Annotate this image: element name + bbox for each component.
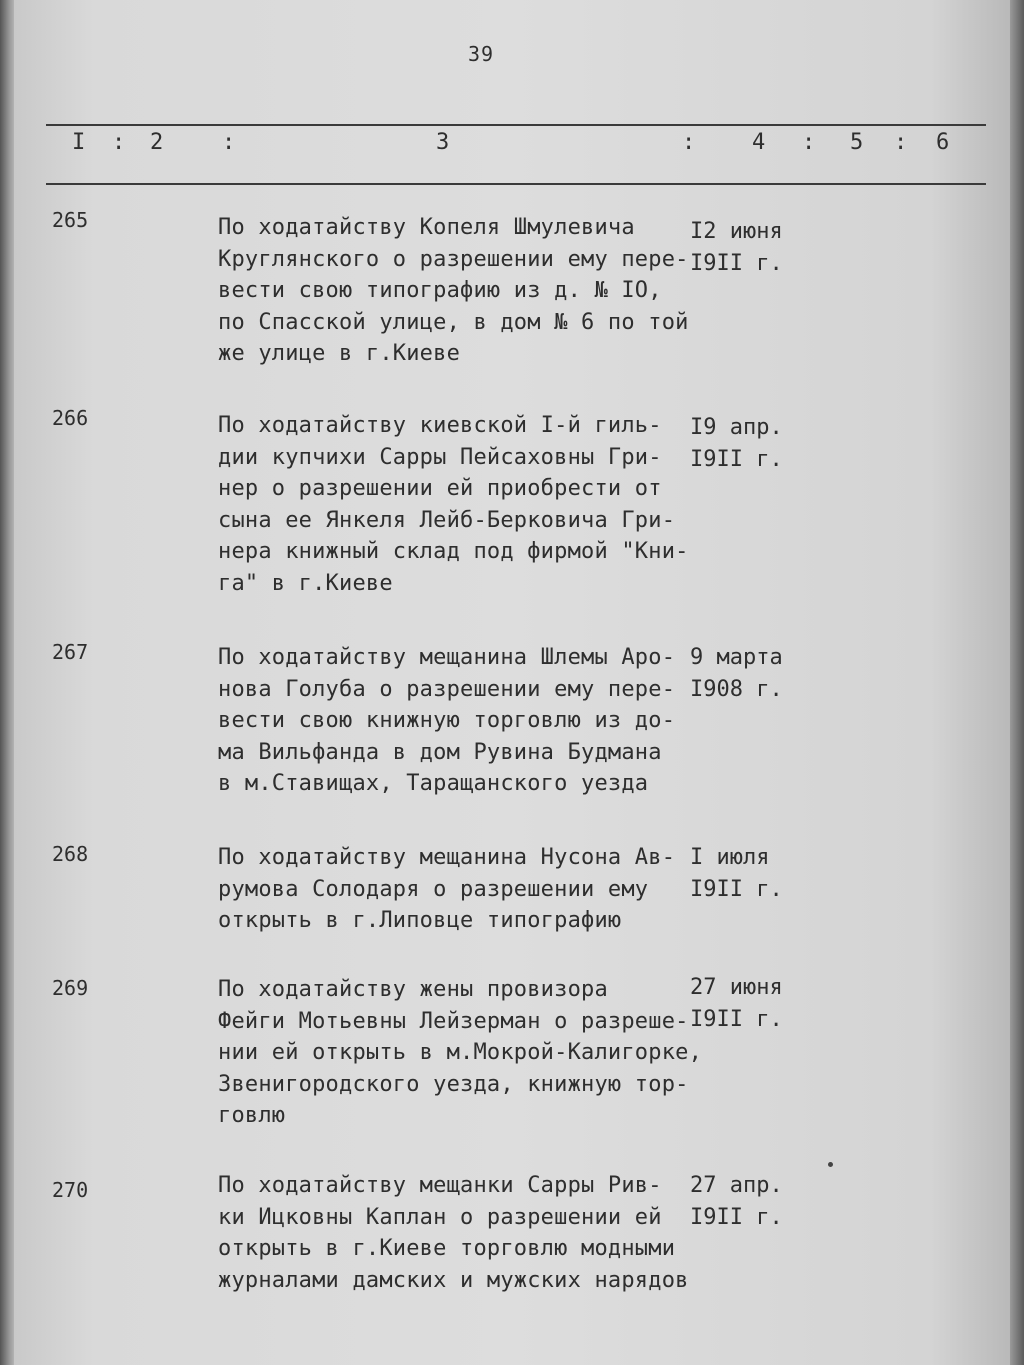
entry-text xyxy=(218,410,698,600)
header-col-6: 6 xyxy=(936,130,950,155)
entry-text-line: журналами дамских и мужских нарядов xyxy=(218,1267,689,1293)
entry-date xyxy=(690,642,800,705)
header-separator: : xyxy=(894,130,908,155)
entry-text-line: по Спасской улице, в дом № 6 по той xyxy=(218,309,689,335)
entry-text xyxy=(218,212,698,370)
header-rule-bottom xyxy=(46,183,986,185)
entry-text-line: По ходатайству Копеля Шмулевича xyxy=(218,215,635,240)
entry-text-line: же улице в г.Киеве xyxy=(218,341,461,367)
entry-date-line: I9 апр. xyxy=(690,415,783,440)
page-right-edge xyxy=(1010,0,1024,1365)
entry-number: 265 xyxy=(52,208,89,232)
entry-date-line: I2 июня xyxy=(690,219,783,244)
entry-text-line: нер о разрешении ей приобрести от xyxy=(218,476,662,502)
entry-date-line: I июля xyxy=(690,845,770,870)
entry-text-line: в м.Ставищах, Таращанского уезда xyxy=(218,771,649,797)
entry-date-line: I9II г. xyxy=(690,1006,783,1032)
entry-text-line: По ходатайству мещанина Шлемы Аро- xyxy=(218,645,676,670)
entry-text-line: нии ей открыть в м.Мокрой-Калигорке, xyxy=(218,1040,703,1066)
entry-date-line: I908 г. xyxy=(690,676,783,702)
entry-text-line: дии купчихи Сарры Пейсаховны Гри- xyxy=(218,444,662,470)
entry-date-line: I9II г. xyxy=(690,876,783,902)
entry-text-line: га" в г.Киеве xyxy=(218,570,393,596)
entry-text xyxy=(218,842,698,937)
entry-text-line: По ходатайству киевской I-й гиль- xyxy=(218,413,662,438)
header-rule-top xyxy=(46,124,986,126)
entry-text-line: вести свою типографию из д. № IO, xyxy=(218,278,662,304)
entry-text-line: По ходатайству мещанина Нусона Ав- xyxy=(218,845,676,870)
header-col-4: 4 xyxy=(752,130,766,155)
entry-date-line: I9II г. xyxy=(690,250,783,276)
entry-date xyxy=(690,216,800,279)
entry-text-line: ки Ицковны Каплан о разрешении ей xyxy=(218,1204,662,1230)
entry-text-line: сына ее Янкеля Лейб-Берковича Гри- xyxy=(218,507,676,533)
header-col-5: 5 xyxy=(850,130,864,155)
header-col-1: I xyxy=(72,130,86,155)
header-separator: : xyxy=(802,130,816,155)
entry-text-line: По ходатайству жены провизора xyxy=(218,977,608,1002)
entry-date xyxy=(690,1170,800,1233)
entry-text xyxy=(218,974,703,1132)
header-col-2: 2 xyxy=(150,130,164,155)
entry-date xyxy=(690,972,800,1035)
entry-text-line: вести свою книжную торговлю из до- xyxy=(218,708,676,734)
header-separator: : xyxy=(222,130,236,155)
entry-number: 268 xyxy=(52,842,89,866)
entry-text-line: нера книжный склад под фирмой "Кни- xyxy=(218,539,689,565)
entry-date xyxy=(690,412,800,475)
page-number: 39 xyxy=(468,42,495,66)
entry-text-line: ма Вильфанда в дом Рувина Будмана xyxy=(218,739,662,765)
entry-text xyxy=(218,1170,698,1296)
entry-text-line: нова Голуба о разрешении ему пере- xyxy=(218,676,676,702)
entry-text-line: открыть в г.Киеве торговлю модными xyxy=(218,1236,676,1262)
entry-date-line: 27 апр. xyxy=(690,1173,783,1198)
entry-text-line: Фейги Мотьевны Лейзерман о разреше- xyxy=(218,1008,689,1034)
header-separator: : xyxy=(682,130,696,155)
entry-number: 267 xyxy=(52,640,89,664)
entry-text-line: Круглянского о разрешении ему пере- xyxy=(218,246,689,272)
entry-date-line: 9 марта xyxy=(690,645,783,670)
entry-date xyxy=(690,842,800,905)
column-header-row xyxy=(46,130,986,176)
entry-text xyxy=(218,642,698,800)
entry-date-line: I9II г. xyxy=(690,1204,783,1230)
entry-number: 270 xyxy=(52,1178,89,1202)
entry-text-line: румова Солодаря о разрешении ему xyxy=(218,876,649,902)
entry-number: 266 xyxy=(52,406,89,430)
paper-speck xyxy=(828,1162,833,1167)
header-separator: : xyxy=(112,130,126,155)
entry-date-line: I9II г. xyxy=(690,446,783,472)
entry-text-line: Звенигородского уезда, книжную тор- xyxy=(218,1071,689,1097)
entry-text-line: открыть в г.Липовце типографию xyxy=(218,908,622,934)
entry-number: 269 xyxy=(52,976,89,1000)
entry-text-line: говлю xyxy=(218,1103,286,1129)
header-col-3: 3 xyxy=(436,130,450,155)
entry-text-line: По ходатайству мещанки Сарры Рив- xyxy=(218,1173,662,1198)
entry-date-line: 27 июня xyxy=(690,975,783,1000)
